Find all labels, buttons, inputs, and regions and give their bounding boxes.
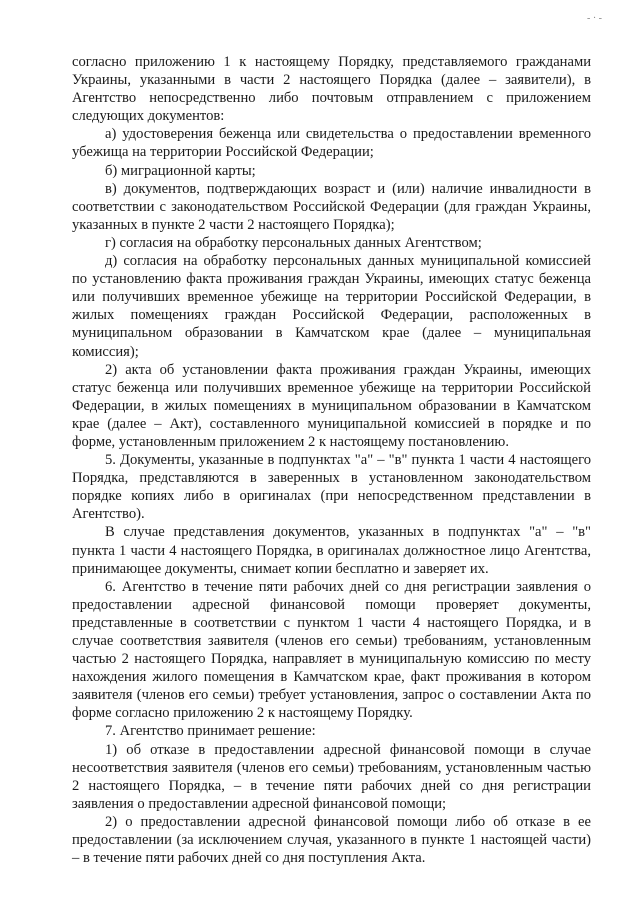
paragraph-item-v: в) документов, подтверждающих возраст и (или) наличие инвалидности в соответствии с законодательством Российской Федерации (для граждан Украины, указанных в пункте 2 части 2 настоящего Порядка); — [72, 180, 591, 233]
paragraph-decision-2: 2) о предоставлении адресной финансовой помощи либо об отказе в ее предоставлении (за исключением случая, указанного в пункте 1 настоящей части) – в течение пяти рабочих дней со дня поступления Акта. — [72, 813, 591, 867]
paragraph-intro: согласно приложению 1 к настоящему Порядку, представляемого гражданами Украины, указанными в части 2 настоящего Порядка (далее – заявители), в Агентство непосредственно либо почтовым отправлением с приложением следующих документов: — [72, 54, 591, 125]
paragraph-section-7: 7. Агентство принимает решение: — [105, 723, 316, 740]
corner-scan-mark: - · - — [587, 13, 602, 24]
paragraph-item-g: г) согласия на обработку персональных данных Агентством; — [105, 234, 482, 251]
document-body — [72, 53, 591, 867]
paragraph-item-d: д) согласия на обработку персональных данных муниципальной комиссией по установлению факта проживания граждан Украины, имеющих статус беженца или получивших временное убежище на территории Российской Федерации, в жилых помещениях граждан Российской Федерации, расположенных в муниципальном образовании в Камчатском крае (далее – муниципальная комиссия); — [72, 253, 591, 360]
paragraph-decision-1: 1) об отказе в предоставлении адресной финансовой помощи в случае несоответствия заявителя (членов его семьи) требованиям, установленным частью 2 настоящего Порядка, – в течение пяти рабочих дней со дня регистрации заявления о предоставлении адресной финансовой помощи; — [72, 741, 591, 812]
paragraph-section-5: 5. Документы, указанные в подпунктах "а" – "в" пункта 1 части 4 настоящего Порядка, представляются в заверенных в установленном законодательством порядке копиях либо в оригиналах (при непосредственном представлении в Агентство). — [72, 452, 591, 523]
paragraph-item-a: а) удостоверения беженца или свидетельства о предоставлении временного убежища на территории Российской Федерации; — [72, 126, 591, 161]
paragraph-section-6: 6. Агентство в течение пяти рабочих дней со дня регистрации заявления о предоставлении адресной финансовой помощи проверяет документы, представленные в соответствии с пунктом 1 части 4 настоящего Порядка, и в случае соответствия заявителя (членов его семьи) требованиям, установленным частью 2 настоящего Порядка, направляет в муниципальную комиссию по месту нахождения жилого помещения в Камчатском крае, факт проживания в котором заявителя (членов его семьи) требует установления, запрос о составлении Акта по форме согласно приложению 2 к настоящему Порядку. — [72, 578, 591, 722]
paragraph-originals: В случае представления документов, указанных в подпунктах "а" – "в" пункта 1 части 4 настоящего Порядка, в оригиналах должностное лицо Агентства, принимающее документы, снимает копии бесплатно и заверяет их. — [72, 524, 591, 577]
paragraph-item-2: 2) акта об установлении факта проживания граждан Украины, имеющих статус беженца или получивших временное убежище на территории Российской Федерации, в жилых помещениях в муниципальном образовании в Камчатском крае (далее – Акт), составленного муниципальной комиссией в порядке и по форме, установленным приложением 2 к настоящему постановлению. — [72, 361, 591, 450]
paragraph-item-b: б) миграционной карты; — [105, 162, 256, 179]
